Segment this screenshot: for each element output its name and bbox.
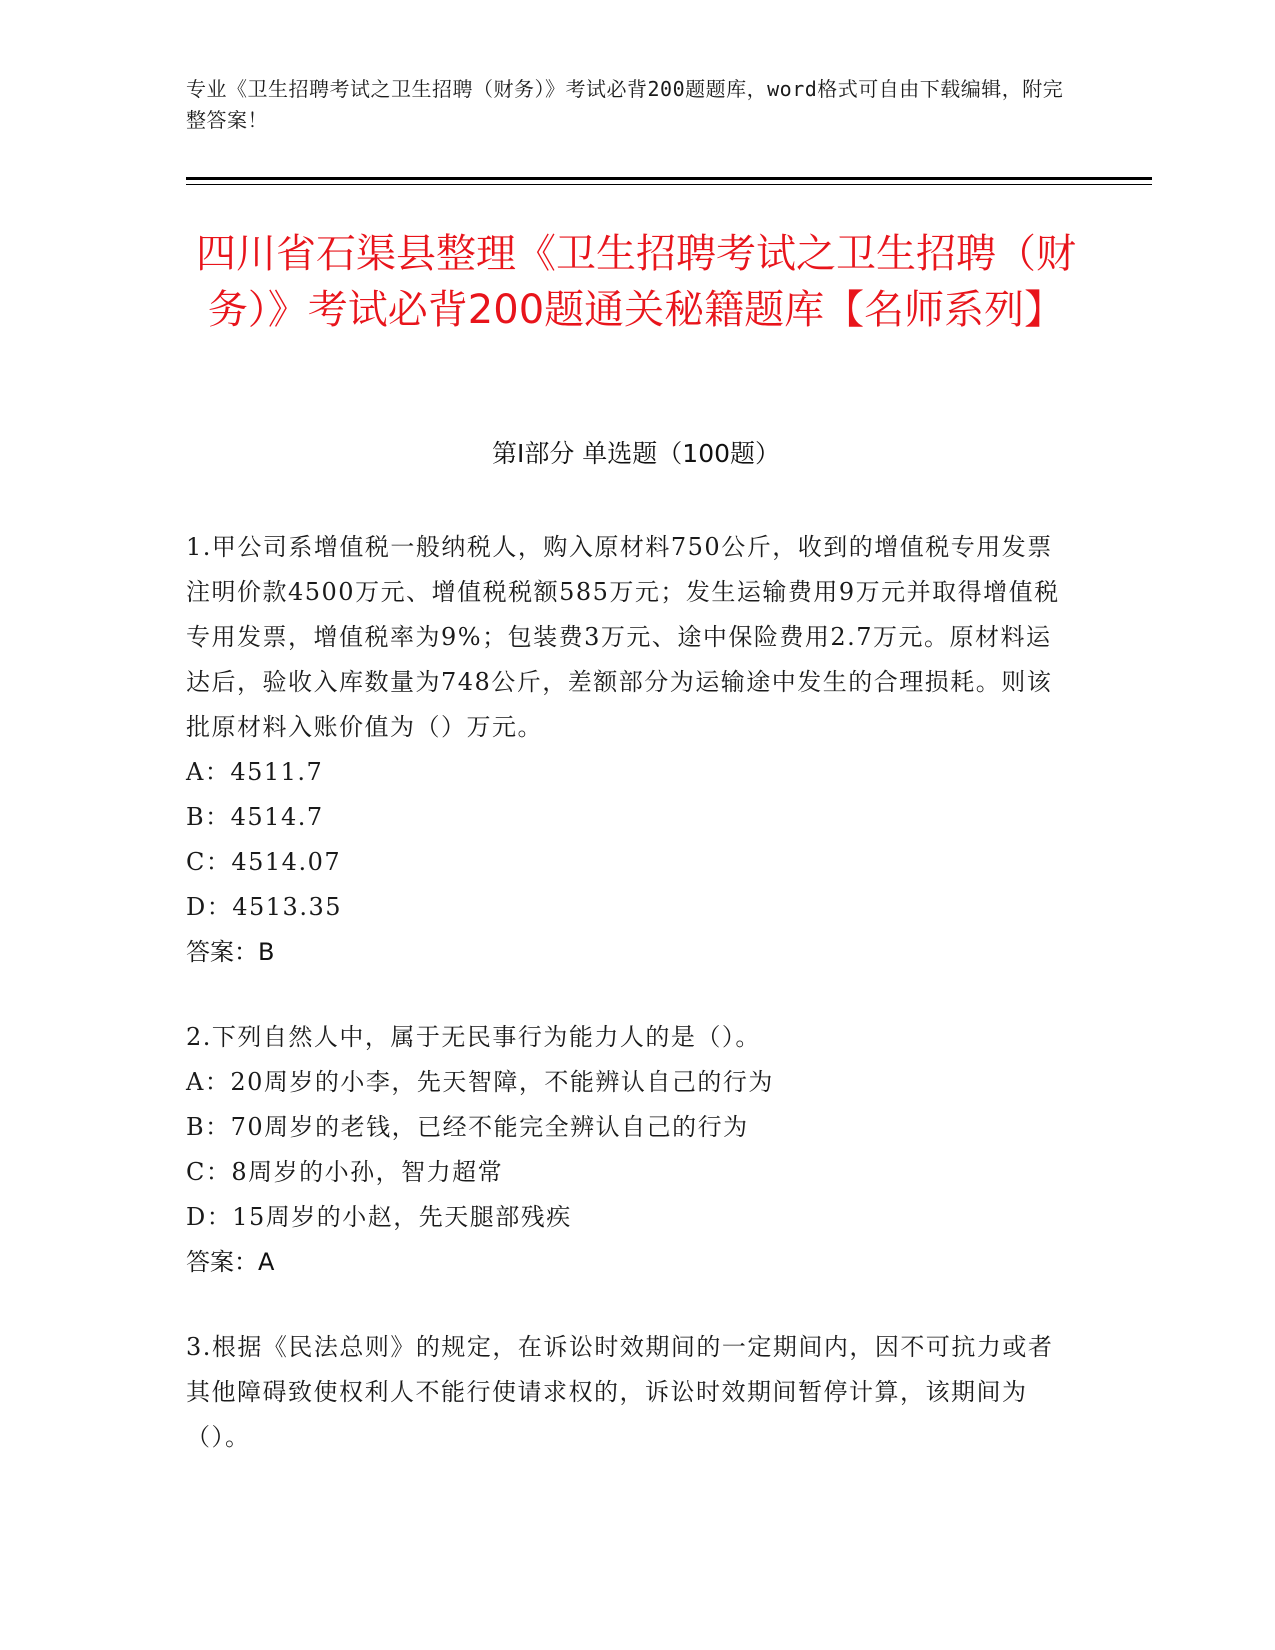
question-list	[186, 525, 1066, 1500]
option-d: D：4513.35	[186, 893, 342, 921]
option-b: B：4514.7	[186, 803, 324, 831]
answer: 答案：B	[186, 938, 275, 966]
option-c: C：4514.07	[186, 848, 342, 876]
option-a: A：20周岁的小李，先天智障，不能辨认自己的行为	[186, 1068, 774, 1096]
question-3	[186, 1325, 1066, 1460]
option-d: D：15周岁的小赵，先天腿部残疾	[186, 1203, 572, 1231]
header-divider-thick	[186, 177, 1152, 180]
header-divider-thin	[186, 184, 1152, 185]
question-stem: 3.根据《民法总则》的规定，在诉讼时效期间的一定期间内，因不可抗力或者其他障碍致使权利人不能行使请求权的，诉讼时效期间暂停计算，该期间为（）。	[186, 1333, 1054, 1451]
option-c: C：8周岁的小孙，智力超常	[186, 1158, 504, 1186]
answer: 答案：A	[186, 1248, 275, 1276]
option-a: A：4511.7	[186, 758, 324, 786]
question-2	[186, 1015, 1066, 1285]
question-stem: 2.下列自然人中，属于无民事行为能力人的是（）。	[186, 1023, 761, 1051]
question-1	[186, 525, 1066, 975]
question-stem: 1.甲公司系增值税一般纳税人，购入原材料750公斤，收到的增值税专用发票注明价款4500万元、增值税税额585万元；发生运输费用9万元并取得增值税专用发票，增值税率为9%；包装费3万元、途中保险费用2.7万元。原材料运达后，验收入库数量为748公斤，差额部分为运输途中发生的合理损耗。则该批原材料入账价值为（）万元。	[186, 533, 1060, 741]
document-title: 四川省石渠县整理《卫生招聘考试之卫生招聘（财务）》考试必背200题通关秘籍题库【名师系列】	[196, 231, 1076, 333]
section-heading: 第I部分 单选题（100题）	[491, 439, 781, 468]
header-note: 专业《卫生招聘考试之卫生招聘（财务）》考试必背200题题库，word格式可自由下载编辑，附完整答案！	[186, 77, 1064, 132]
option-b: B：70周岁的老钱，已经不能完全辨认自己的行为	[186, 1113, 749, 1141]
